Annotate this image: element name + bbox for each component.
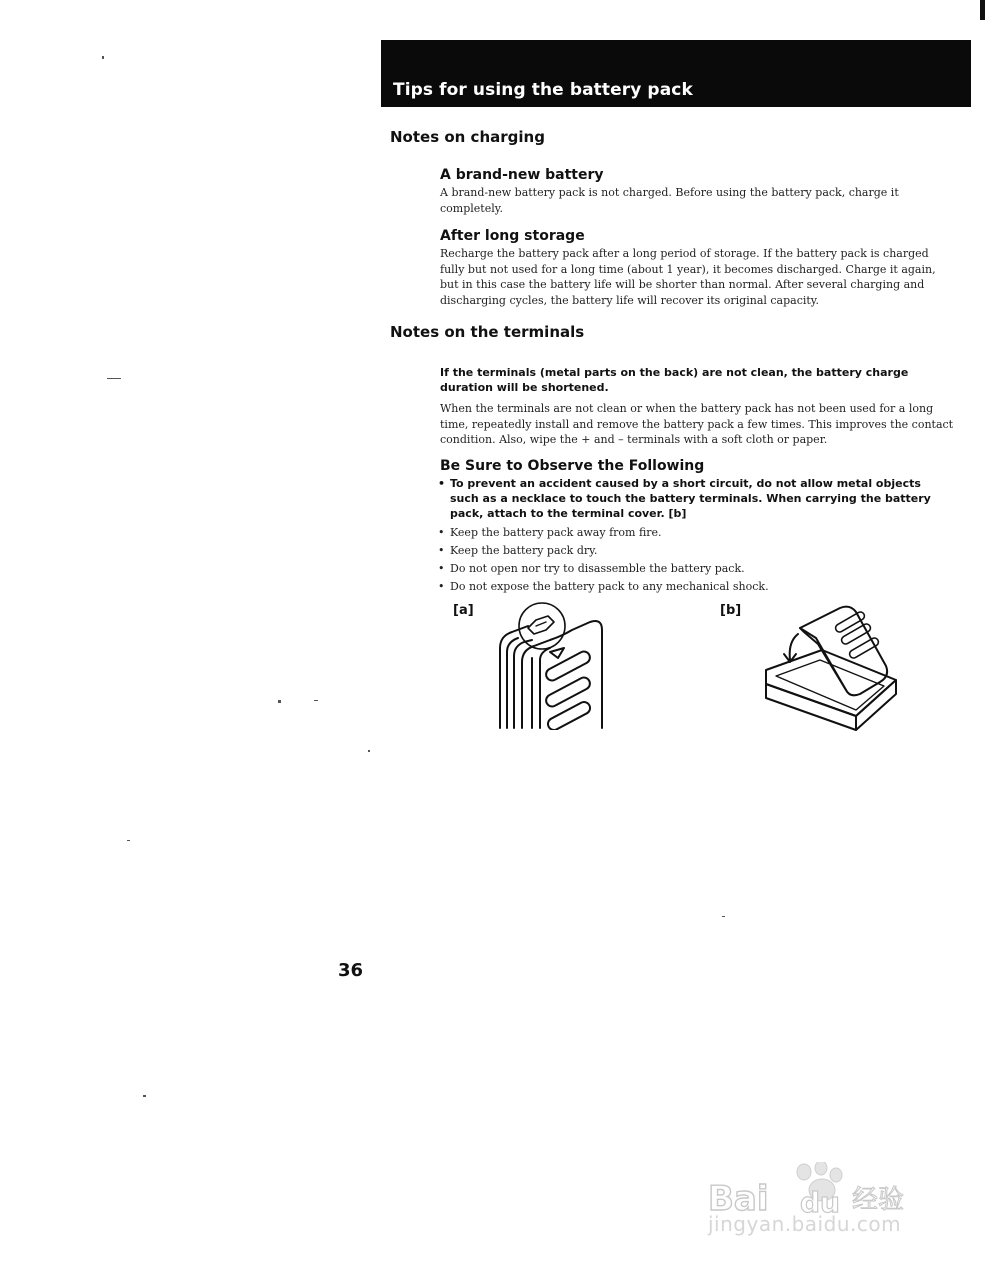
scan-speck (368, 750, 370, 752)
terminals-text: When the terminals are not clean or when the battery pack has not been used for a long time, repeatedly install and remove the battery pack a few times. This improves the contact condition. Also, wipe the + and – terminals with a soft cloth or paper. (440, 402, 954, 446)
list-item: • To prevent an accident caused by a short circuit, do not allow metal objects such as a necklace to touch the battery terminals. When carrying the battery pack, attach to the terminal cover. [b] (438, 476, 953, 521)
list-item: • Do not expose the battery pack to any mechanical shock. (438, 578, 953, 596)
scan-speck (143, 1095, 146, 1097)
scan-speck (107, 378, 121, 379)
scan-speck (722, 916, 725, 917)
svg-text:经验: 经验 (852, 1185, 905, 1215)
scan-speck (102, 56, 104, 59)
page-title: Tips for using the battery pack (393, 80, 693, 100)
figure-a-battery-illustration (490, 600, 620, 730)
svg-text:Bai: Bai (708, 1179, 769, 1219)
svg-text:du: du (800, 1186, 840, 1219)
list-item: • Keep the battery pack away from fire. (438, 524, 953, 542)
heading-notes-on-charging: Notes on charging (390, 128, 545, 146)
scan-speck (278, 700, 281, 703)
list-item: • Do not open nor try to disassemble the battery pack. (438, 560, 953, 578)
heading-notes-on-terminals: Notes on the terminals (390, 323, 585, 341)
observe-bullet-list (438, 476, 953, 596)
baidu-watermark-url: jingyan.baidu.com (708, 1212, 902, 1236)
figure-a-label: [a] (453, 603, 474, 618)
page-edge-mark (980, 0, 985, 20)
heading-brand-new-battery: A brand-new battery (440, 167, 604, 183)
list-item: • Keep the battery pack dry. (438, 542, 953, 560)
heading-after-long-storage: After long storage (440, 228, 585, 244)
scan-speck (127, 840, 130, 841)
figure-b-label: [b] (720, 603, 742, 618)
page-number: 36 (338, 960, 364, 981)
terminals-warning: If the terminals (metal parts on the back) are not clean, the battery charge duration will be shortened. (440, 366, 909, 394)
figure-b-terminal-cover-illustration (760, 598, 905, 738)
heading-observe-following: Be Sure to Observe the Following (440, 458, 705, 474)
brand-new-battery-text: A brand-new battery pack is not charged. Before using the battery pack, charge it completely. (440, 186, 899, 215)
scan-speck (314, 700, 318, 701)
section-banner (381, 40, 971, 107)
after-long-storage-text: Recharge the battery pack after a long period of storage. If the battery pack is charged fully but not used for a long time (about 1 year), it becomes discharged. Charge it again, but in this case the battery life will be shorter than normal. After several charging and discharging cycles, the battery life will recover its original capacity. (440, 247, 936, 307)
